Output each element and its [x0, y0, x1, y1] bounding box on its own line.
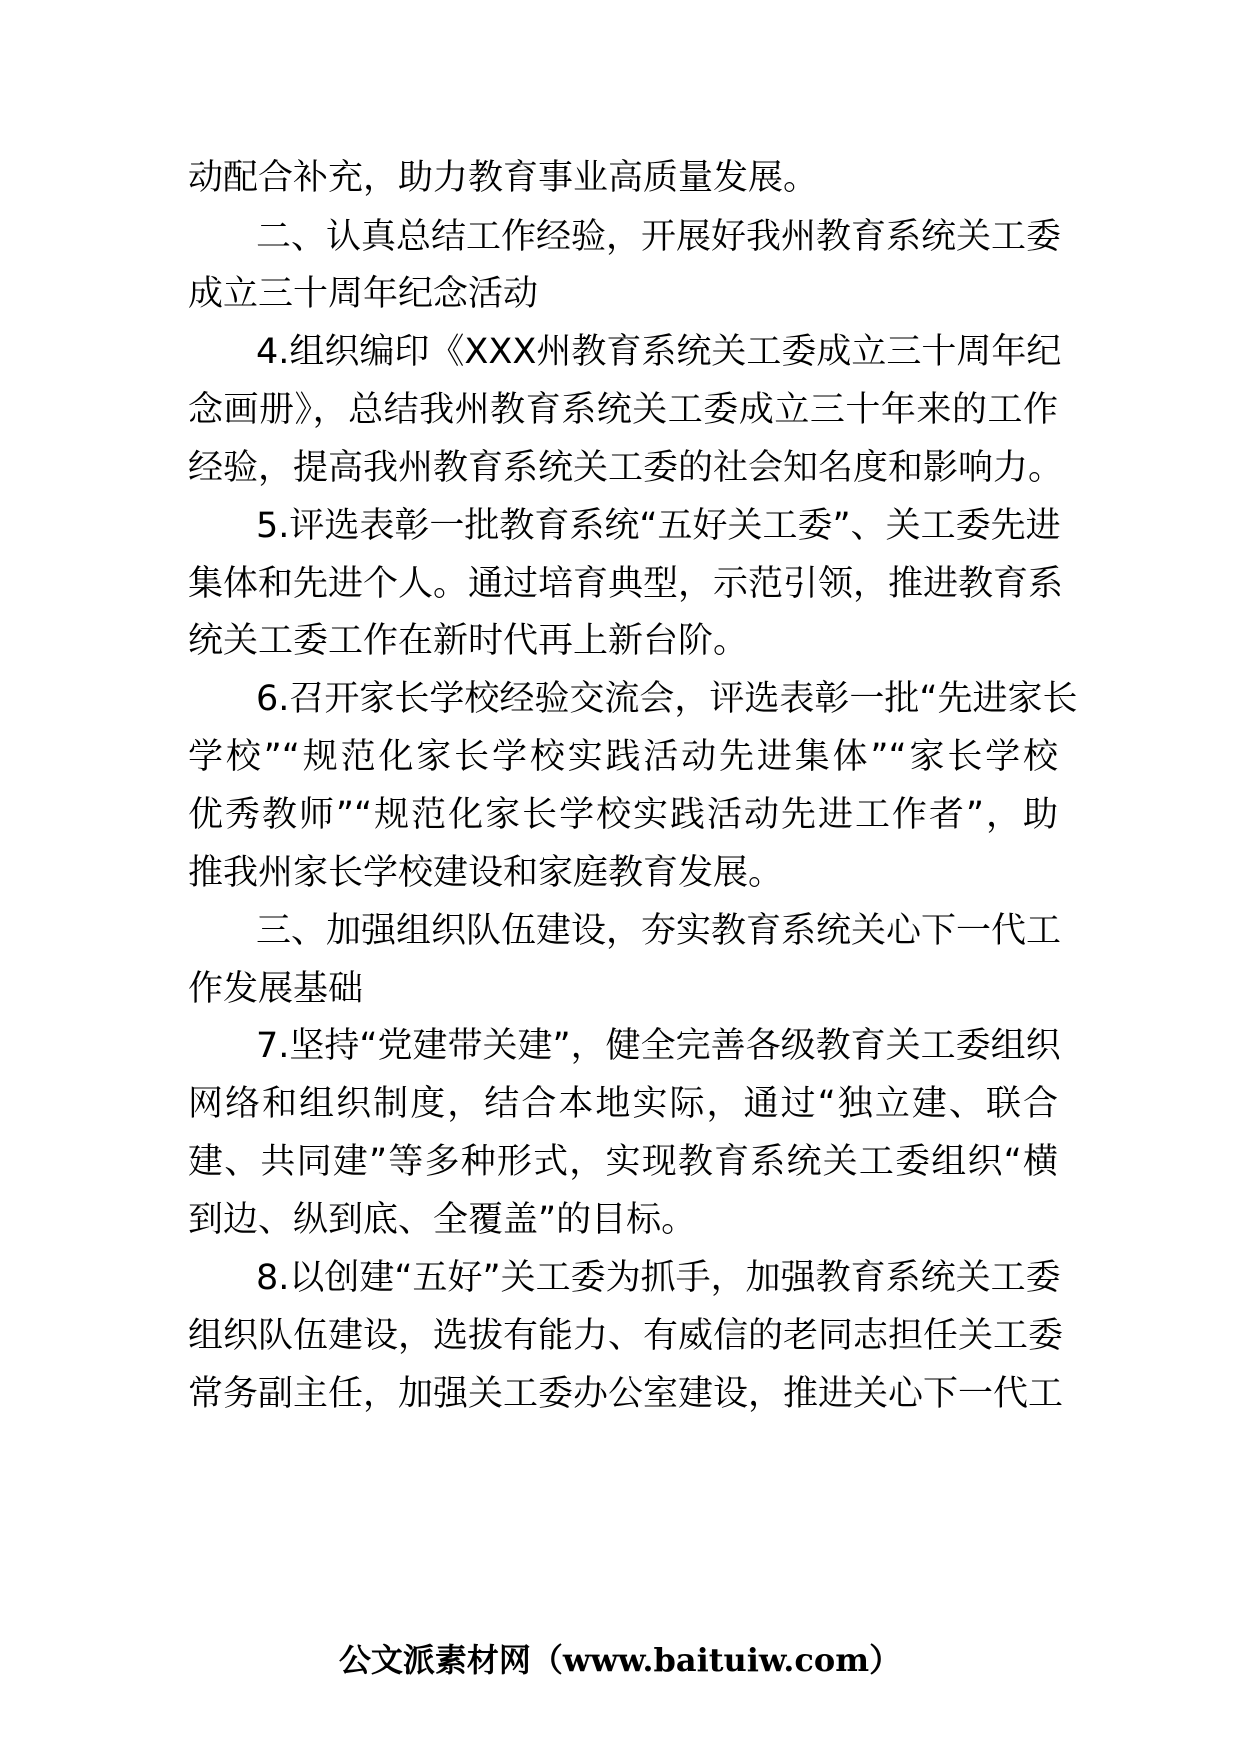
paragraph-line: 4.组织编印《XXX州教育系统关工委成立三十周年纪	[256, 332, 1062, 372]
paragraph-line: 统关工委工作在新时代再上新台阶。	[188, 621, 749, 661]
paragraph-line: 推我州家长学校建设和家庭教育发展。	[188, 853, 784, 893]
paragraph-line: 8.以创建“五好”关工委为抓手，加强教育系统关工委	[256, 1258, 1061, 1298]
section-heading-line: 二、认真总结工作经验，开展好我州教育系统关工委	[256, 217, 1062, 257]
section-heading-line: 成立三十周年纪念活动	[188, 274, 539, 314]
paragraph-line: 集体和先进个人。通过培育典型，示范引领，推进教育系	[188, 564, 1064, 604]
paragraph-line: 念画册》，总结我州教育系统关工委成立三十年来的工作	[188, 390, 1058, 430]
paragraph-line: 到边、纵到底、全覆盖”的目标。	[188, 1200, 697, 1240]
paragraph-line: 优秀教师”“规范化家长学校实践活动先进工作者”，助	[188, 795, 1058, 835]
paragraph-line: 动配合补充，助力教育事业高质量发展。	[188, 158, 819, 198]
paragraph-line: 网络和组织制度，结合本地实际，通过“独立建、联合	[188, 1084, 1058, 1124]
paragraph-line: 经验，提高我州教育系统关工委的社会知名度和影响力。	[188, 448, 1064, 488]
paragraph-line: 6.召开家长学校经验交流会，评选表彰一批“先进家长	[256, 679, 1078, 719]
page-footer-watermark: 公文派素材网（www.baituiw.com）	[338, 1641, 902, 1679]
paragraph-line: 5.评选表彰一批教育系统“五好关工委”、关工委先进	[256, 506, 1061, 546]
paragraph-line: 组织队伍建设，选拔有能力、有威信的老同志担任关工委	[188, 1316, 1064, 1356]
paragraph-line: 常务副主任，加强关工委办公室建设，推进关心下一代工	[188, 1374, 1064, 1414]
paragraph-line: 7.坚持“党建带关建”，健全完善各级教育关工委组织	[256, 1026, 1061, 1066]
section-heading-line: 作发展基础	[188, 969, 364, 1009]
section-heading-line: 三、加强组织队伍建设，夯实教育系统关心下一代工	[256, 911, 1062, 951]
paragraph-line: 建、共同建”等多种形式，实现教育系统关工委组织“横	[188, 1142, 1058, 1182]
paragraph-line: 学校”“规范化家长学校实践活动先进集体”“家长学校	[188, 737, 1058, 777]
